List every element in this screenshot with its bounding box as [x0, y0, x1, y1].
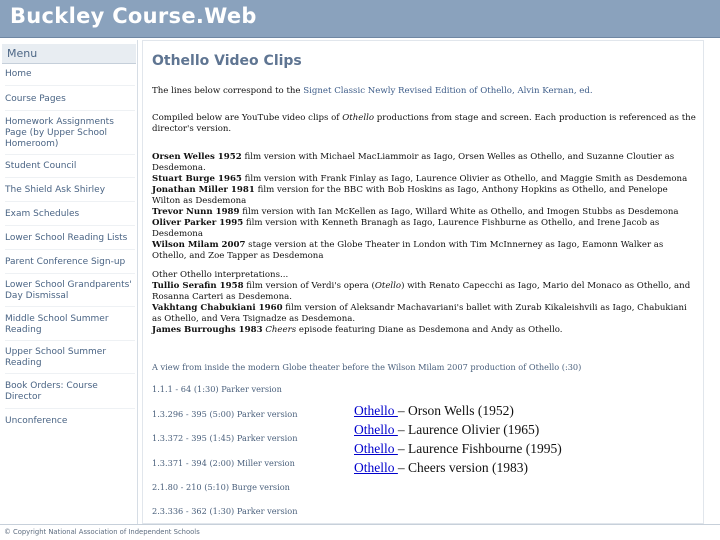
clip-link[interactable]: 2.1.80 - 210 (5:10) Burge version	[152, 482, 290, 492]
intro-text: The lines below correspond to the	[152, 86, 304, 96]
clip-link[interactable]: 1.1.1 - 64 (1:30) Parker version	[152, 384, 282, 394]
intro2-text-b: productions from stage and screen. Each production is referenced as the director's version.	[152, 113, 696, 134]
intro-line	[152, 86, 697, 97]
sidebar-item-conference[interactable]: Parent Conference Sign-up	[5, 249, 135, 273]
sidebar-item-homework[interactable]: Homework Assignments Page (by Upper School Homeroom)	[5, 110, 135, 154]
production-item: Oliver Parker 1995 film version with Kenneth Branagh as Iago, Laurence Fishburne as Othello, and Irene Jacob as Desdemona	[152, 218, 660, 239]
sidebar-item-home[interactable]: Home	[5, 69, 32, 79]
sidebar-item-unconference[interactable]: Unconference	[5, 408, 135, 432]
copyright-text: © Copyright National Association of Independent Schools	[4, 528, 200, 536]
productions-list	[152, 152, 697, 262]
overlay-text: – Laurence Olivier (1965)	[397, 422, 540, 437]
overlay-text: – Orson Wells (1952)	[397, 403, 514, 418]
sidebar	[0, 40, 138, 524]
clip-link[interactable]: 1.3.372 - 395 (1:45) Parker version	[152, 433, 298, 443]
other-interpretations	[152, 270, 697, 336]
overlay-row	[354, 439, 584, 458]
site-banner	[0, 0, 720, 38]
other-item: Tullio Serafin 1958 film version of Verdi's opera (Otello) with Renato Capecchi as Iago, Mario del Monaco as Othello, and Rosanna Carteri as Desdemona.	[152, 281, 691, 302]
intro-paragraph	[152, 113, 697, 135]
production-item: Jonathan Miller 1981 film version for the BBC with Bob Hoskins as Iago, Anthony Hopkins as Othello, and Penelope Wilton as Desdemona	[152, 185, 668, 206]
production-item: Wilson Milam 2007 stage version at the Globe Theater in London with Tim McInnerney as Iago, Eamonn Walker as Othello, and Zoe Tapper as Desdemona	[152, 240, 664, 261]
menu-list	[5, 67, 135, 432]
othello-link[interactable]: Othello	[354, 422, 398, 437]
site-title[interactable]: Buckley Course.Web	[10, 4, 257, 28]
othello-link[interactable]: Othello	[354, 441, 398, 456]
sidebar-item-course-pages[interactable]: Course Pages	[5, 85, 135, 110]
sidebar-item-shield[interactable]: The Shield Ask Shirley	[5, 177, 135, 201]
sidebar-item-grandparents[interactable]: Lower School Grandparents' Day Dismissal	[5, 273, 135, 306]
sidebar-item-exam-schedules[interactable]: Exam Schedules	[5, 201, 135, 225]
menu-heading-label: Menu	[7, 47, 38, 60]
sidebar-item-book-orders[interactable]: Book Orders: Course Director	[5, 373, 135, 408]
sidebar-item-ms-summer-reading[interactable]: Middle School Summer Reading	[5, 306, 135, 340]
production-item: Trevor Nunn 1989 film version with Ian McKellen as Iago, Willard White as Othello, and Imogen Stubbs as Desdemona	[152, 207, 679, 217]
sidebar-item-student-council[interactable]: Student Council	[5, 154, 135, 177]
overlay-row	[354, 458, 584, 477]
globe-link[interactable]: A view from inside the modern Globe theater before the Wilson Milam 2007 production of Othello (:30)	[152, 362, 582, 372]
other-item: James Burroughs 1983 Cheers episode featuring Diane as Desdemona and Andy as Othello.	[152, 325, 563, 335]
sidebar-item-us-summer-reading[interactable]: Upper School Summer Reading	[5, 340, 135, 373]
production-item: Stuart Burge 1965 film version with Frank Finlay as Iago, Laurence Olivier as Othello, and Maggie Smith as Desdemona	[152, 174, 688, 184]
clip-link[interactable]: 1.3.371 - 394 (2:00) Miller version	[152, 458, 295, 468]
overlay-row	[354, 420, 584, 439]
othello-links-overlay	[354, 401, 584, 477]
signet-edition-link[interactable]: Signet Classic Newly Revised Edition of Othello, Alvin Kernan, ed.	[303, 86, 593, 96]
menu-heading	[2, 44, 136, 64]
othello-link[interactable]: Othello	[354, 403, 398, 418]
footer	[0, 524, 720, 540]
intro2-title: Othello	[342, 113, 375, 123]
othello-link[interactable]: Othello	[354, 460, 398, 475]
other-heading: Other Othello interpretations...	[152, 270, 289, 280]
clip-link[interactable]: 2.3.336 - 362 (1:30) Parker version	[152, 506, 298, 516]
production-item: Orsen Welles 1952 film version with Michael MacLiammoir as Iago, Orsen Welles as Othello, and Suzanne Cloutier as Desdemona.	[152, 152, 675, 173]
intro2-text-a: Compiled below are YouTube video clips of	[152, 113, 343, 123]
overlay-row	[354, 401, 584, 420]
other-item: Vakhtang Chabukiani 1960 film version of Aleksandr Machavariani's ballet with Zurab Kikaleishvili as Iago, Chabukiani as Othello, and Vera Tsignadze as Desdemona.	[152, 303, 687, 324]
sidebar-item-reading-lists[interactable]: Lower School Reading Lists	[5, 225, 135, 249]
overlay-text: – Cheers version (1983)	[397, 460, 528, 475]
overlay-text: – Laurence Fishbourne (1995)	[397, 441, 562, 456]
clip-link[interactable]: 1.3.296 - 395 (5:00) Parker version	[152, 409, 298, 419]
page-title: Othello Video Clips	[152, 53, 302, 69]
